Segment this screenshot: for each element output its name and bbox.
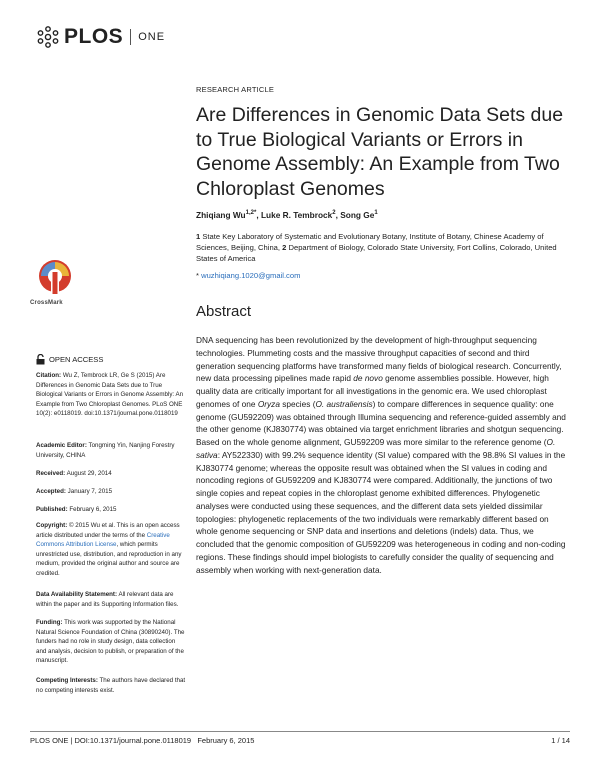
abstract-heading: Abstract [196, 303, 252, 320]
crossmark-icon [36, 258, 74, 298]
plos-dots-icon [36, 26, 60, 48]
author-list: Zhiqiang $Wu^{1,2*}$, Luke R. Tembrock$^2$, Song Ge$^1$ [196, 210, 378, 220]
plos-wordmark: PLOS [64, 25, 124, 48]
author-name[interactable]: Luke R. Tembrock [260, 210, 333, 220]
corresponding-star-icon: * [196, 271, 199, 280]
abstract-text [196, 334, 566, 576]
abstract-run: ) to compare differences in sequence quality: one genome (GU592209) was obtained through Illumina sequencing and reference-guided assembly and the other genome (KJ830774) was obtained via target enrichment libraries and shotgun sequencing. Based on the whole genome alignment, GU592209 was more similar to the reference genome ( [196, 398, 566, 447]
article-type: RESEARCH ARTICLE [196, 85, 275, 94]
received-date: Received: August 29, 2014 [36, 470, 112, 477]
abstract-run: O. australiensis [315, 398, 373, 409]
abstract-run: : AY522330) with 99.2% sequence identity (SI value) compared with the 98.8% SI values in the KJ830774 genome; whereas the opposite result was obtained when the SI values in coding and noncoding regions of GU592209 and KJ830774 were compared. Additionally, the junctions of two single copies and repeat copies in the chloroplast genome exhibited differences. Phylogenetic analyses were conducted using these sequences, and the different data sets yielded dissimilar topologies: phylogenetic replacements of the two individuals were remarkably different based on whole genome sequencing or SNP data and insertions and deletions (indels) data. Thus, we concluded that the genomic composition of GU592209 was heterogeneous in coding and non-coding regions. These findings should impel biologists to carefully consider the quality of sequencing and assembly when working with next-generation data. [196, 449, 566, 575]
funding-statement: Funding: This work was supported by the National Natural Science Foundation of China (30890240). The funders had no role in study design, data collection and analysis, decision to publish, or preparation of the manuscript. [36, 619, 185, 665]
crossmark-label: CrossMark [30, 300, 63, 306]
published-date: Published: February 6, 2015 [36, 506, 117, 513]
abstract-run: genome assemblies possible. However, high quality data are critically important for all investigations in the genomic era. We used chloroplast genomes of one [196, 373, 549, 409]
affiliations: 1 State Key Laboratory of Systematic and Evolutionary Botany, Institute of Botany, Chinese Academy of Sciences, Beijing, China, 2 Department of Biology, Colorado State University, Fort Collins, Colorado, United States of America [196, 232, 557, 263]
article-title: Are Differences in Genomic Data Sets due to True Biological Variants or Errors in Genome Assembly: An Example from Two Chloroplast Genomes [196, 104, 564, 200]
logo-divider [130, 29, 131, 45]
author-name[interactable]: Zhiqiang Wu [196, 210, 246, 220]
abstract-run: Oryza [257, 398, 280, 409]
email-link[interactable]: wuzhiqiang.1020@gmail.com [201, 271, 301, 280]
abstract-run: de novo [353, 373, 383, 384]
page-number: 1 / 14 [551, 736, 570, 745]
license-link[interactable]: Creative Commons Attribution License [36, 531, 170, 549]
abstract-run: species ( [279, 398, 316, 409]
open-access-badge [36, 354, 103, 365]
abstract-run: O. sativa [196, 437, 556, 460]
corresponding-email [196, 271, 300, 280]
open-lock-icon [36, 354, 45, 365]
footer-divider [30, 731, 570, 732]
data-availability: Data Availability Statement: All relevant data are within the paper and its Supporting Information files. [36, 591, 179, 608]
abstract-run: DNA sequencing has been revolutionized by the development of high-throughput sequencing technologies. Plummeting costs and the massive throughput capacities of second and third generation sequencing platforms have transformed many fields of biological research. Concurrently, new data processing pipelines made rapid [196, 335, 562, 384]
plos-logo[interactable] [36, 24, 165, 50]
accepted-date: Accepted: January 7, 2015 [36, 488, 113, 495]
competing-interests: Competing Interests: The authors have declared that no competing interests exist. [36, 677, 186, 694]
academic-editor: Academic Editor: Tongming Yin, Nanjing Forestry University, CHINA [36, 442, 175, 459]
citation-block: Citation: Wu Z, Tembrock LR, Ge S (2015) Are Differences in Genomic Data Sets due to True Biological Variants or Errors in Genome Assembly: An Example from Two Chloroplast Genomes. PLoS ONE 10(2): e0118019. doi:10.1371/journal.pone.0118019 [36, 372, 184, 418]
footer-citation: PLOS ONE | DOI:10.1371/journal.pone.0118019 February 6, 2015 [30, 736, 255, 745]
copyright-block: Copyright: © 2015 Wu et al. This is an open access article distributed under the terms of the Creative Commons Attribution License, which permits unrestricted use, distribution, and reproduction in any medium, provided the original author and source are credited. [36, 522, 182, 577]
journal-name: ONE [138, 31, 166, 43]
author-name[interactable]: Song Ge [340, 210, 375, 220]
open-access-label: OPEN ACCESS [49, 355, 104, 364]
